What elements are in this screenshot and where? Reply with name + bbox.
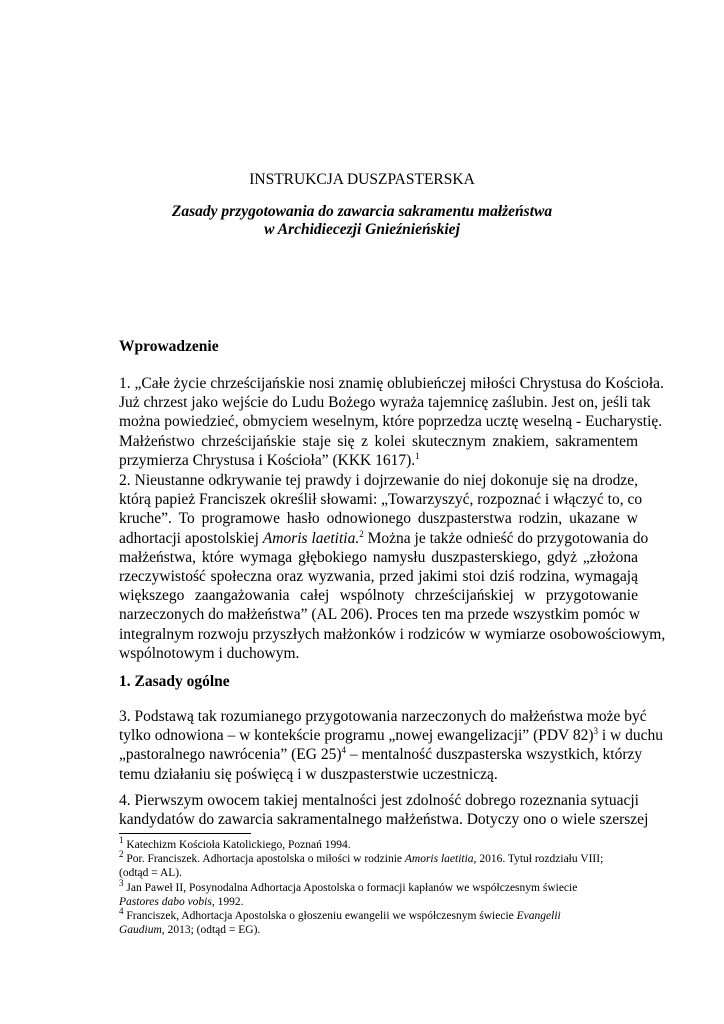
text-line: 2. Nieustanne odkrywanie tej prawdy i dojrzewanie do niej dokonuje się na drodze, bbox=[119, 472, 638, 489]
footnote-separator bbox=[119, 833, 251, 834]
text-line: którą papież Franciszek określił słowami: „Towarzyszyć, rozpoznać i włączyć to, co bbox=[119, 491, 643, 509]
footnote-ref: 1 bbox=[415, 450, 420, 461]
footnote-text: Franciszek, Adhortacja Apostolska o głoszeniu ewangelii we współczesnym świecie bbox=[123, 910, 517, 923]
footnote-number: 4 bbox=[119, 906, 124, 917]
footnotes bbox=[119, 835, 638, 937]
text-line: 4. Pierwszym owocem takiej mentalności jest zdolność dobrego rozeznania sytuacji bbox=[119, 792, 639, 809]
footnote-text: Katechizm Kościoła Katolickiego, Poznań 1994. bbox=[123, 839, 351, 851]
text-line bbox=[119, 745, 643, 764]
footnote-text: , 1992. bbox=[211, 895, 244, 908]
footnote-1 bbox=[119, 835, 638, 852]
text-line: 3. Podstawą tak rozumianego przygotowania narzeczonych do małżeństwa może być bbox=[119, 708, 647, 725]
text-fragment: i w duchu bbox=[598, 727, 664, 745]
footnote-text: Jan Paweł II, Posynodalna Adhortacja Apostolska o formacji kapłanów we współczesnym świecie bbox=[123, 881, 578, 894]
text-line: narzeczonych do małżeństwa” (AL 206). Proces ten ma przede wszystkim pomóc w bbox=[119, 606, 641, 624]
subtitle-line: Zasady przygotowania do zawarcia sakramentu małżeństwa bbox=[171, 203, 553, 220]
paragraph-2 bbox=[119, 471, 666, 663]
paragraph-4 bbox=[119, 791, 649, 829]
footnote-text-line bbox=[119, 923, 638, 937]
footnote-number: 1 bbox=[119, 835, 124, 846]
text-line: rzeczywistość społeczna oraz wyzwania, przed jakimi stoi dziś rodzina, wymagają bbox=[119, 568, 638, 586]
subtitle-line: w Archidiecezji Gnieźnieńskiej bbox=[264, 221, 460, 238]
footnote-ref: 4 bbox=[341, 745, 346, 756]
text-line: można powiedzieć, obmyciem weselnym, które poprzedza ucztę weselną - Eucharystię. bbox=[119, 413, 663, 431]
paragraph-3 bbox=[119, 707, 664, 784]
text-fragment: „pastoralnego nawrócenia” (EG 25) bbox=[119, 746, 342, 764]
text-line: Małżeństwo chrześcijańskie staje się z kolei skutecznym znakiem, sakramentem bbox=[119, 432, 638, 450]
italic-title: Amoris laetitia, bbox=[404, 853, 477, 866]
paragraph-1 bbox=[119, 374, 664, 470]
footnote-number: 3 bbox=[119, 877, 124, 888]
text-line bbox=[119, 451, 638, 470]
text-line: integralnym rozwoju przyszłych małżonków i rodziców w wymiarze osobowościowym, bbox=[119, 625, 666, 643]
footnote-4 bbox=[119, 906, 638, 923]
heading-section-1: 1. Zasady ogólne bbox=[119, 673, 230, 690]
italic-title: Gaudium, bbox=[119, 924, 165, 937]
document-subtitle bbox=[0, 203, 724, 239]
text-line: małżeństwa, które wymaga głębokiego namysłu duszpasterskiego, gdyż „złożona bbox=[119, 548, 638, 566]
text-line: wspólnotowym i duchowym. bbox=[119, 644, 300, 662]
footnote-text: Por. Franciszek. Adhortacja apostolska o miłości w rodzinie bbox=[123, 853, 405, 866]
text-line: temu działaniu się poświęcą i w duszpasterstwie uczestniczą. bbox=[119, 765, 498, 783]
heading-introduction: Wprowadzenie bbox=[119, 338, 219, 355]
text-line: kandydatów do zawarcia sakramentalnego małżeństwa. Dotyczy ono o wiele szerszej bbox=[119, 811, 649, 829]
footnote-3 bbox=[119, 877, 638, 895]
text-fragment: adhortacji apostolskiej bbox=[119, 529, 263, 547]
footnote-text-line bbox=[119, 895, 638, 909]
italic-title: Amoris laetitia. bbox=[262, 529, 360, 547]
text-line: Już chrzest jako wejście do Ludu Bożego wyraża tajemnicę zaślubin. Jest on, jeśli tak bbox=[119, 394, 651, 412]
text-line bbox=[119, 726, 664, 745]
footnote-text: 2016. Tytuł rozdziału VIII; bbox=[476, 853, 604, 866]
text-line: większego zaangażowania całej wspólnoty chrześcijańskiej w przygotowanie bbox=[119, 587, 638, 605]
document-title: INSTRUKCJA DUSZPASTERSKA bbox=[249, 171, 475, 188]
italic-title: Pastores dabo vobis bbox=[119, 895, 212, 908]
footnote-ref: 3 bbox=[593, 726, 598, 737]
footnote-text: 2013; (odtąd = EG). bbox=[164, 924, 261, 937]
text-fragment: – mentalność duszpasterska wszystkich, którzy bbox=[346, 746, 643, 764]
text-fragment: tylko odnowiona – w kontekście programu „nowej ewangelizacji” (PDV 82) bbox=[119, 727, 594, 745]
footnote-2 bbox=[119, 849, 638, 866]
footnote-number: 2 bbox=[119, 849, 124, 860]
text-line: 1. „Całe życie chrześcijańskie nosi znamię oblubieńczej miłości Chrystusa do Kościoła. bbox=[119, 375, 664, 392]
text-line: kruche”. To programowe hasło odnowionego duszpasterstwa rodzin, ukazane w bbox=[119, 510, 638, 528]
italic-title: Evangelii bbox=[516, 910, 561, 923]
footnote-text: (odtąd = AL). bbox=[119, 867, 183, 880]
text-line bbox=[119, 528, 649, 548]
text-fragment: Można je także odnieść do przygotowania do bbox=[363, 529, 649, 547]
text-fragment: przymierza Chrystusa i Kościoła” (KKK 1617). bbox=[119, 451, 416, 469]
footnote-ref: 2 bbox=[359, 528, 364, 539]
